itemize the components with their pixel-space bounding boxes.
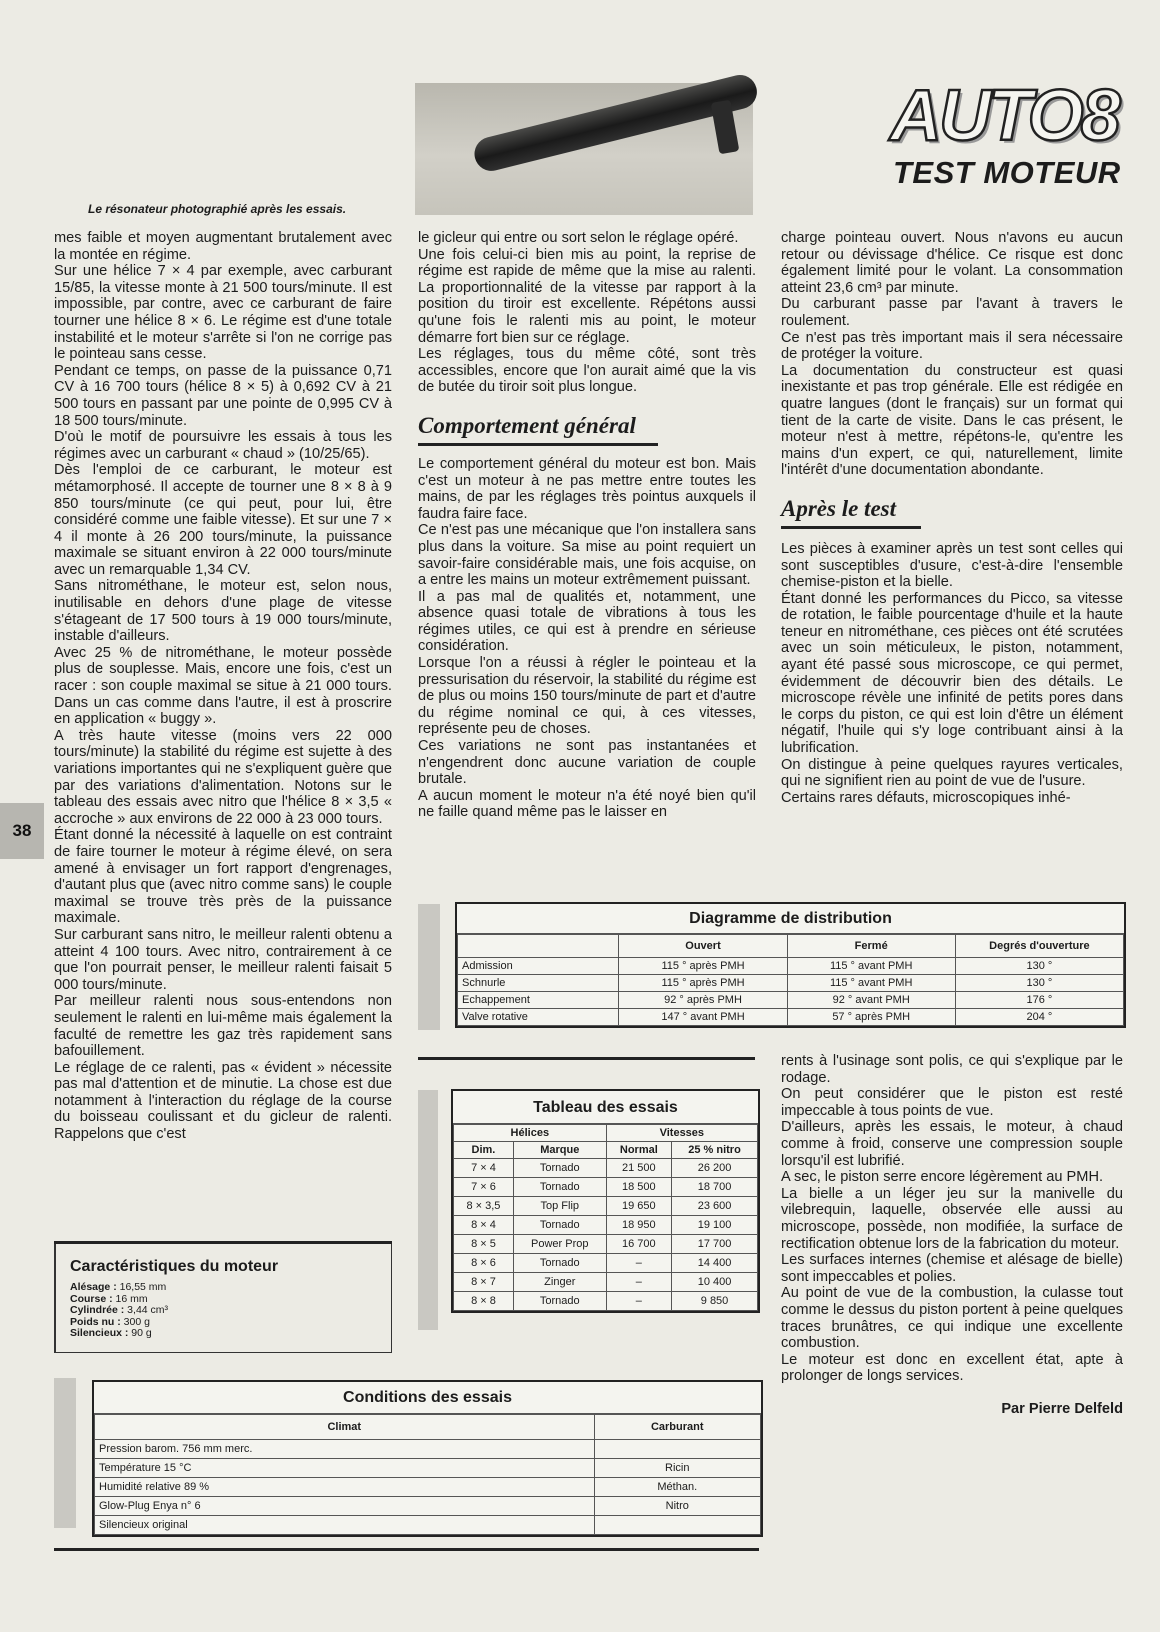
table-header-cell: 25 % nitro xyxy=(672,1142,758,1159)
paragraph: Ce n'est pas une mécanique que l'on installera sans plus dans la voiture. Sa mise au point requiert un savoir-faire considérable mais, une fois acquise, on a entre les mains un moteur extrêmement puissant. xyxy=(418,522,756,589)
table-cell: Tornado xyxy=(513,1178,606,1197)
distribution-shade xyxy=(418,904,440,1030)
table-cell: – xyxy=(606,1273,671,1292)
table-cell: 115 ° avant PMH xyxy=(787,958,955,975)
essais-title: Tableau des essais xyxy=(453,1091,758,1124)
table-row xyxy=(454,1178,758,1197)
paragraph: A très haute vitesse (moins vers 22 000 tours/minute) la stabilité du régime est sujette à des variations importantes qui ne s'expliquent guère que par des variations d'alimentation. Notons sur le tableau des essais avec nitro que l'hélice 8 × 3,5 « accroche » aux environs de 22 000 à 23 000 tours. xyxy=(54,727,392,827)
table-row xyxy=(454,1292,758,1311)
table-cell: 10 400 xyxy=(672,1273,758,1292)
table-row xyxy=(95,1440,761,1459)
table-header-cell: Dim. xyxy=(454,1142,514,1159)
magazine-logo: AUTO8 xyxy=(890,76,1118,156)
table-cell: – xyxy=(606,1292,671,1311)
paragraph: Certains rares défauts, microscopiques inhé- xyxy=(781,789,1071,806)
paragraph: Ce n'est pas très important mais il sera nécessaire de protéger la voiture. xyxy=(781,329,1123,363)
table-row xyxy=(454,1216,758,1235)
paragraph: Lorsque l'on a réussi à régler le pointeau et la pressurisation du réservoir, la stabilité du régime est de plus ou moins 150 tours/minute de part et d'autre du régime nominal ce qui, à ces vitesses, représente peu de choses. xyxy=(418,655,756,738)
table-row xyxy=(458,975,1124,992)
table-cell: 19 100 xyxy=(672,1216,758,1235)
paragraph: D'où le motif de poursuivre les essais à tous les régimes avec un carburant « chaud » (10/25/65). xyxy=(54,429,392,462)
paragraph: Avec 25 % de nitrométhane, le moteur possède plus de souplesse. Mais, encore une fois, c'est un racer : son couple maximal se situe à 21 000 tours. Dans un cas comme dans l'autre, il est à proscrire en application « buggy ». xyxy=(54,644,392,728)
table-cell: 204 ° xyxy=(955,1009,1123,1026)
table-cell: – xyxy=(606,1254,671,1273)
table-cell: 115 ° après PMH xyxy=(619,958,787,975)
paragraph: Au point de vue de la combustion, la culasse tout comme le dessus du piston portent à peine quelques traces brunâtres, ce qui indique une excellente combustion. xyxy=(781,1285,1123,1352)
table-cell: Power Prop xyxy=(513,1235,606,1254)
table-row xyxy=(454,1254,758,1273)
paragraph: Étant donné les performances du Picco, sa vitesse de rotation, le faible pourcentage d'huile et la haute teneur en nitrométhane, ces pièces ont été scrutées avec un soin méticuleux, le piston, notamment, ayant été passé sous microscope, ce qui permet, évidemment de découvrir bien des détails. Le microscope révèle une infinité de petits pores dans le corps du piston, ce qui est loin d'être un élément négatif, l'huile qui s'y loge contribuant ainsi à la lubrification. xyxy=(781,590,1123,757)
table-cell: 92 ° avant PMH xyxy=(787,992,955,1009)
conditions-bottom-rule xyxy=(54,1548,759,1551)
table-row xyxy=(458,1009,1124,1026)
section-title-comportement: Comportement général xyxy=(418,412,636,438)
table-cell: 18 950 xyxy=(606,1216,671,1235)
paragraph: On peut considérer que le piston est resté impeccable à tous points de vue. xyxy=(781,1086,1123,1119)
spec-value: 16,55 mm xyxy=(116,1281,167,1293)
table-cell: 9 850 xyxy=(672,1292,758,1311)
distribution-rule xyxy=(418,1057,755,1060)
table-cell: 147 ° avant PMH xyxy=(619,1009,787,1026)
paragraph: Du carburant passe par l'avant à travers le roulement. xyxy=(781,296,1123,329)
table-cell: Zinger xyxy=(513,1273,606,1292)
table-cell: Nitro xyxy=(594,1497,761,1516)
table-cell: 115 ° après PMH xyxy=(619,975,787,992)
table-cell: 8 × 3,5 xyxy=(454,1197,514,1216)
table-cell xyxy=(594,1516,761,1535)
paragraph: Sur carburant sans nitro, le meilleur ralenti obtenu a atteint 4 100 tours. Avec nitro, contrairement à ce que l'on pourrait penser, le meilleur ralenti faisait 5 000 tours/minute. xyxy=(54,926,392,993)
table-header-cell: Normal xyxy=(606,1142,671,1159)
table-cell: 7 × 6 xyxy=(454,1178,514,1197)
table-cell: 8 × 4 xyxy=(454,1216,514,1235)
table-row xyxy=(454,1273,758,1292)
essais-table-box xyxy=(451,1089,760,1313)
section-title-apres-test: Après le test xyxy=(781,495,896,521)
table-cell: 57 ° après PMH xyxy=(787,1009,955,1026)
table-header-cell: Marque xyxy=(513,1142,606,1159)
table-cell: Admission xyxy=(458,958,619,975)
table-cell: 176 ° xyxy=(955,992,1123,1009)
paragraph: A aucun moment le moteur n'a été noyé bien qu'il ne faille quand même pas le laisser en xyxy=(418,787,756,821)
table-cell: 8 × 5 xyxy=(454,1235,514,1254)
table-header-cell xyxy=(458,935,619,958)
table-cell: 8 × 7 xyxy=(454,1273,514,1292)
paragraph: Sans nitrométhane, le moteur est, selon nous, inutilisable en dehors d'une plage de vitesse s'étageant de 17 500 tours à 19 000 tours/minute, instable d'ailleurs. xyxy=(54,578,392,645)
distribution-title: Diagramme de distribution xyxy=(457,904,1124,934)
paragraph: Les surfaces internes (chemise et alésage de bielle) sont impeccables et polies. xyxy=(781,1252,1123,1285)
distribution-table-box xyxy=(455,902,1126,1028)
table-cell: 18 700 xyxy=(672,1178,758,1197)
table-cell: Tornado xyxy=(513,1216,606,1235)
paragraph: Le comportement général du moteur est bon. Mais c'est un moteur à ne pas mettre entre toutes les mains, de par les réglages très pointus auxquels il faudra faire face. xyxy=(418,455,756,522)
column-2-text xyxy=(418,230,756,821)
column-3-text xyxy=(781,230,1123,806)
table-cell: 130 ° xyxy=(955,958,1123,975)
table-cell: Glow-Plug Enya n° 6 xyxy=(95,1497,595,1516)
paragraph: mes faible et moyen augmentant brutalement avec la montée en régime. xyxy=(54,230,392,263)
table-cell: Température 15 °C xyxy=(95,1459,595,1478)
table-cell: Tornado xyxy=(513,1254,606,1273)
paragraph: Dès l'emploi de ce carburant, le moteur est métamorphosé. Il accepte de tourner une 8 × 8 à 9 850 tours/minute (ce qui peut, pour lui, être considéré comme une faible vitesse). Et sur une 7 × 4 il monte à 26 200 tours/minute, la puissance maximale se situant environ à 22 000 tours/minute avec un remarquable 1,34 CV. xyxy=(54,462,392,578)
table-cell: 115 ° avant PMH xyxy=(787,975,955,992)
paragraph: La documentation du constructeur est quasi inexistante et pas trop générale. Elle est rédigée en quatre langues (dont le français) sur un format qui tient de la carte de visite. Dans le cas présent, le moteur n'est à mettre, répétons-le, qu'entre les mains d'un expert, ce qui, naturellement, limite l'intérêt d'une documentation abondante. xyxy=(781,362,1123,479)
table-cell: Silencieux original xyxy=(95,1516,595,1535)
paragraph: Pendant ce temps, on passe de la puissance 0,71 CV à 16 700 tours (hélice 8 × 5) à 0,692 CV à 21 500 tours en passant par une pointe de 0,995 CV à 18 500 tours/minute. xyxy=(54,362,392,429)
photo-caption: Le résonateur photographié après les essais. xyxy=(88,202,347,216)
table-cell: 18 500 xyxy=(606,1178,671,1197)
page-number: 38 xyxy=(0,803,44,859)
paragraph: On distingue à peine quelques rayures verticales, qui ne signifient rien au point de vue de l'usure. xyxy=(781,756,1123,790)
table-row xyxy=(454,1159,758,1178)
table-cell: 130 ° xyxy=(955,975,1123,992)
table-cell: 16 700 xyxy=(606,1235,671,1254)
table-cell: Ricin xyxy=(594,1459,761,1478)
table-row xyxy=(458,992,1124,1009)
spec-label: Poids nu : xyxy=(70,1315,121,1328)
table-cell: Valve rotative xyxy=(458,1009,619,1026)
paragraph: Par meilleur ralenti nous sous-entendons non seulement le ralenti en lui-même mais également la faculté de remettre les gaz très rapidement sans bafouillement. xyxy=(54,993,392,1060)
table-group-header: Hélices xyxy=(454,1125,607,1142)
table-cell: 8 × 6 xyxy=(454,1254,514,1273)
paragraph: Ces variations ne sont pas instantanées et n'engendrent donc aucune variation de couple brutale. xyxy=(418,738,756,788)
table-cell: 21 500 xyxy=(606,1159,671,1178)
table-header-cell: Degrés d'ouverture xyxy=(955,935,1123,958)
paragraph: le gicleur qui entre ou sort selon le réglage opéré. xyxy=(418,230,739,246)
table-cell xyxy=(594,1440,761,1459)
spec-line xyxy=(70,1328,391,1340)
table-cell: Echappement xyxy=(458,992,619,1009)
table-cell: 23 600 xyxy=(672,1197,758,1216)
distribution-table xyxy=(457,934,1124,1026)
spec-label: Course : xyxy=(70,1292,113,1305)
paragraph: La bielle a un léger jeu sur la manivelle du vilebrequin, laquelle, observée elle aussi au microscope, possède, non modifiée, la surface de rectification obtenue lors de la fabrication du moteur. xyxy=(781,1185,1123,1252)
table-cell: Schnurle xyxy=(458,975,619,992)
spec-value: 90 g xyxy=(128,1327,152,1339)
table-cell: 92 ° après PMH xyxy=(619,992,787,1009)
table-cell: 7 × 4 xyxy=(454,1159,514,1178)
resonator-photo xyxy=(415,83,753,215)
paragraph: Les réglages, tous du même côté, sont très accessibles, encore que l'on aurait aimé que la vis de butée du tiroir soit plus longue. xyxy=(418,346,756,396)
spec-value: 300 g xyxy=(120,1315,150,1328)
table-cell: Top Flip xyxy=(513,1197,606,1216)
paragraph: A sec, le piston serre encore légèrement au PMH. xyxy=(781,1169,1104,1186)
table-row xyxy=(95,1516,761,1535)
table-cell: 17 700 xyxy=(672,1235,758,1254)
table-row xyxy=(95,1459,761,1478)
conditions-title: Conditions des essais xyxy=(94,1382,761,1414)
table-header-cell: Climat xyxy=(95,1415,595,1440)
table-group-header: Vitesses xyxy=(606,1125,757,1142)
table-cell: Tornado xyxy=(513,1292,606,1311)
paragraph: rents à l'usinage sont polis, ce qui s'explique par le rodage. xyxy=(781,1053,1123,1086)
essais-table xyxy=(453,1124,758,1311)
spec-label: Alésage : xyxy=(70,1281,117,1293)
section-header-subtitle: TEST MOTEUR xyxy=(893,155,1121,190)
specs-list xyxy=(56,1282,391,1340)
byline: Par Pierre Delfeld xyxy=(1001,1400,1123,1417)
table-cell: Méthan. xyxy=(594,1478,761,1497)
table-cell: Tornado xyxy=(513,1159,606,1178)
spec-value: 16 mm xyxy=(112,1292,148,1305)
table-header-cell: Fermé xyxy=(787,935,955,958)
spec-value: 3,44 cm³ xyxy=(124,1304,169,1316)
table-row xyxy=(454,1197,758,1216)
conditions-table xyxy=(94,1414,761,1535)
column-1-text xyxy=(54,230,392,1143)
conditions-shade xyxy=(54,1378,76,1528)
spec-label: Cylindrée : xyxy=(70,1304,125,1316)
paragraph: Sur une hélice 7 × 4 par exemple, avec carburant 15/85, la vitesse monte à 21 500 tours/minute. Il est impossible, par contre, avec ce carburant de faire tourner une hélice 8 × 6. Le régime est d'une totale instabilité et le moteur s'arrête si l'on ne corrige pas le pointeau sans cesse. xyxy=(54,263,392,363)
table-cell: 8 × 8 xyxy=(454,1292,514,1311)
section-rule xyxy=(781,526,921,529)
table-cell: Humidité relative 89 % xyxy=(95,1478,595,1497)
paragraph: Il a pas mal de qualités et, notamment, une absence quasi totale de vibrations à tous les régimes utiles, ce qui est à prendre en sérieuse considération. xyxy=(418,588,756,655)
table-row xyxy=(454,1235,758,1254)
specs-title: Caractéristiques du moteur xyxy=(70,1258,279,1275)
section-rule xyxy=(418,443,658,446)
paragraph: Les pièces à examiner après un test sont celles qui sont susceptibles d'usure, c'est-à-dire l'ensemble chemise-piston et la bielle. xyxy=(781,540,1123,591)
table-header-cell: Carburant xyxy=(594,1415,761,1440)
paragraph: Étant donné la nécessité à laquelle on est contraint de faire tourner le moteur à régime élevé, on sera amené à envisager un fort rapport d'engrenages, d'autant plus que (avec nitro comme sans) le couple maximal se trouve très près de la puissance maximale. xyxy=(54,827,392,927)
table-row xyxy=(95,1478,761,1497)
table-header-cell: Ouvert xyxy=(619,935,787,958)
table-cell: 19 650 xyxy=(606,1197,671,1216)
column-3-continuation xyxy=(781,1053,1123,1417)
paragraph: D'ailleurs, après les essais, le moteur, à chaud comme à froid, conserve une compression souple lorsqu'il est lubrifié. xyxy=(781,1119,1123,1169)
table-row xyxy=(95,1497,761,1516)
paragraph: Une fois celui-ci bien mis au point, la reprise de régime est rapide de même que la mise au ralenti. La proportionnalité de la vitesse par rapport à la position du tiroir est excellente. Répétons aussi qu'une fois le ralenti mis au point, le moteur démarre fort bien sur ce réglage. xyxy=(418,246,756,346)
table-row xyxy=(458,958,1124,975)
table-cell: Pression barom. 756 mm merc. xyxy=(95,1440,595,1459)
conditions-table-box xyxy=(92,1380,763,1537)
table-cell: 14 400 xyxy=(672,1254,758,1273)
essais-shade xyxy=(418,1090,438,1330)
spec-label: Silencieux : xyxy=(70,1327,129,1339)
specs-box xyxy=(54,1244,392,1353)
paragraph: Le réglage de ce ralenti, pas « évident » nécessite pas mal d'attention et de minutie. La chose est due notamment à l'interaction du réglage de la course du boisseau coulissant et du gicleur de ralenti. Rappelons que c'est xyxy=(54,1059,392,1143)
paragraph: Le moteur est donc en excellent état, apte à prolonger de longs services. xyxy=(781,1351,1123,1385)
paragraph: charge pointeau ouvert. Nous n'avons eu aucun retour ou dévissage d'hélice. Ce risque est donc également limité pour le volant. La consommation atteint 23,6 cm³ par minute. xyxy=(781,230,1123,296)
table-cell: 26 200 xyxy=(672,1159,758,1178)
